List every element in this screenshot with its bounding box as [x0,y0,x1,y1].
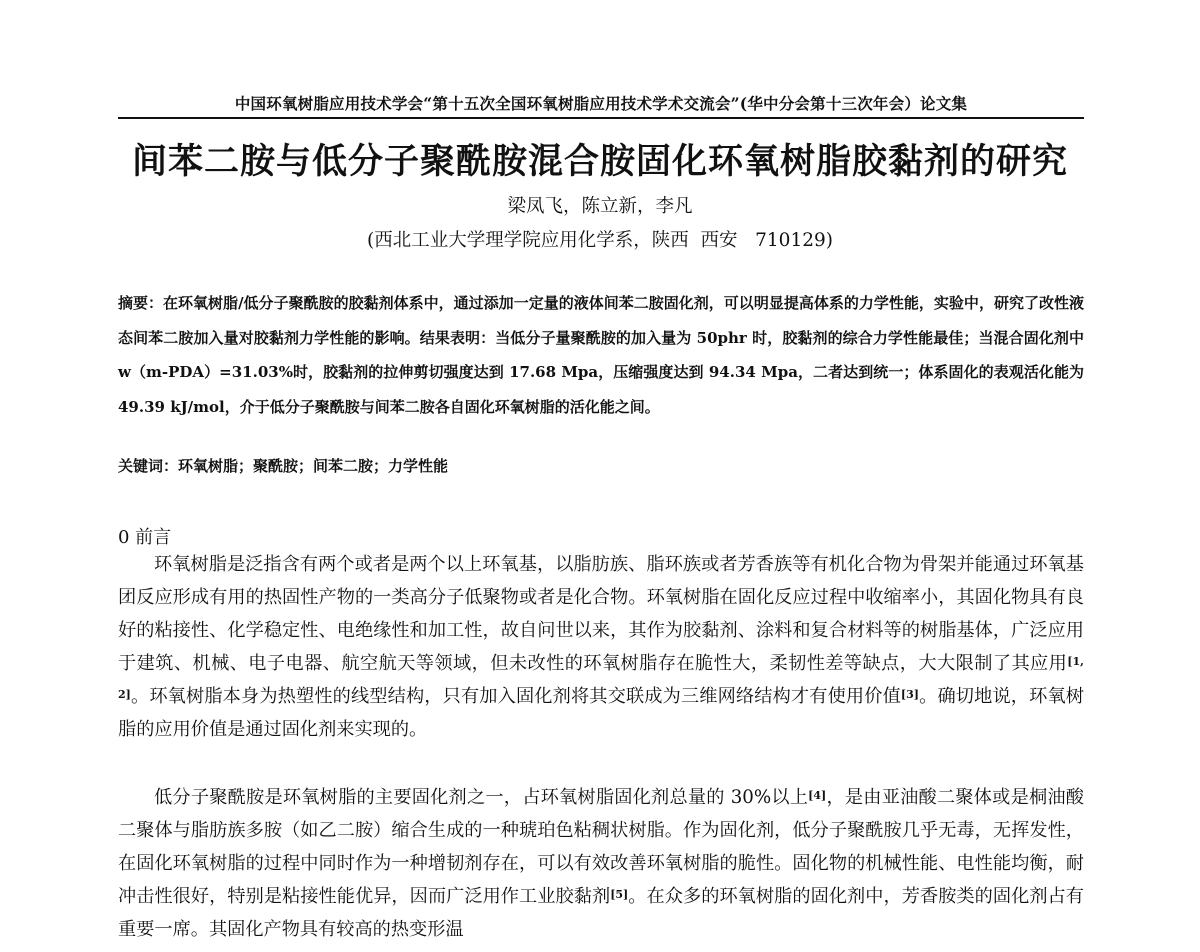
keywords: 关键词：环氧树脂；聚酰胺；间苯二胺；力学性能 [118,457,449,475]
citation-ref: [4] [808,789,827,802]
author-list: 梁凤飞，陈立新，李凡 [507,196,693,217]
paragraph-text: 。环氧树脂本身为热塑性的线型结构，只有加入固化剂将其交联成为三维网络结构才有使用价值 [130,686,901,707]
citation-ref: [3] [900,688,919,701]
citation-ref: [1, 2] [118,655,1084,701]
affiliation: (西北工业大学理学院应用化学系，陕西 西安 710129) [367,230,833,251]
section-heading-introduction: 0 前言 [118,527,172,548]
citation-ref: [5] [610,888,629,901]
paper-title: 间苯二胺与低分子聚酰胺混合胺固化环氧树脂胶黏剂的研究 [131,142,1068,182]
paragraph-text: 低分子聚酰胺是环氧树脂的主要固化剂之一，占环氧树脂固化剂总量的 30%以上 [154,787,809,808]
paragraph-text: 。在众多的环氧树脂的固化剂中，芳香胺类的固化剂占有重要一席。其固化产物具有较高的热变形温 [118,886,1084,940]
paragraph-text: ，是由亚油酸二聚体或是桐油酸二聚体与脂肪族多胺（如乙二胺）缩合生成的一种琥珀色粘稠状树脂。作为固化剂，低分子聚酰胺几乎无毒，无挥发性，在固化环氧树脂的过程中同时作为一种增韧剂存在，可以有效改善环氧树脂的脆性。固化物的机械性能、电性能均衡，耐冲击性很好，特别是粘接性能优异，因而广泛用作工业胶黏剂 [118,787,1084,907]
body-paragraph-2 [118,781,1084,946]
header-rule [118,117,1084,119]
paragraph-text: 。确切地说，环氧树脂的应用价值是通过固化剂来实现的。 [118,686,1084,740]
paragraph-text: 环氧树脂是泛指含有两个或者是两个以上环氧基，以脂肪族、脂环族或者芳香族等有机化合物为骨架并能通过环氧基团反应形成有用的热固性产物的一类高分子低聚物或者是化合物。环氧树脂在固化反应过程中收缩率小，其固化物具有良好的粘接性、化学稳定性、电绝缘性和加工性，故自问世以来，其作为胶黏剂、涂料和复合材料等的树脂基体，广泛应用于建筑、机械、电子电器、航空航天等领域，但未改性的环氧树脂存在脆性大，柔韧性差等缺点，大大限制了其应用 [118,554,1084,674]
body-paragraph-1 [118,548,1084,746]
abstract: 摘要：在环氧树脂/低分子聚酰胺的胶黏剂体系中，通过添加一定量的液体间苯二胺固化剂，可以明显提高体系的力学性能，实验中，研究了改性液态间苯二胺加入量对胶黏剂力学性能的影响。结果表明：当低分子量聚酰胺的加入量为 50phr 时，胶黏剂的综合力学性能最佳；当混合固化剂中 w（m-PDA）=31.03%时，胶黏剂的拉伸剪切强度达到 17.68 Mpa，压缩强度达到 94.34 Mpa，二者达到统一；体系固化的表观活化能为 49.39 kJ/mol，介于低分子聚酰胺与间苯二胺各自固化环氧树脂的活化能之间。 [118,294,1084,416]
running-header: 中国环氧树脂应用技术学会“第十五次全国环氧树脂应用技术学术交流会”(华中分会第十三次年会）论文集 [234,94,968,113]
